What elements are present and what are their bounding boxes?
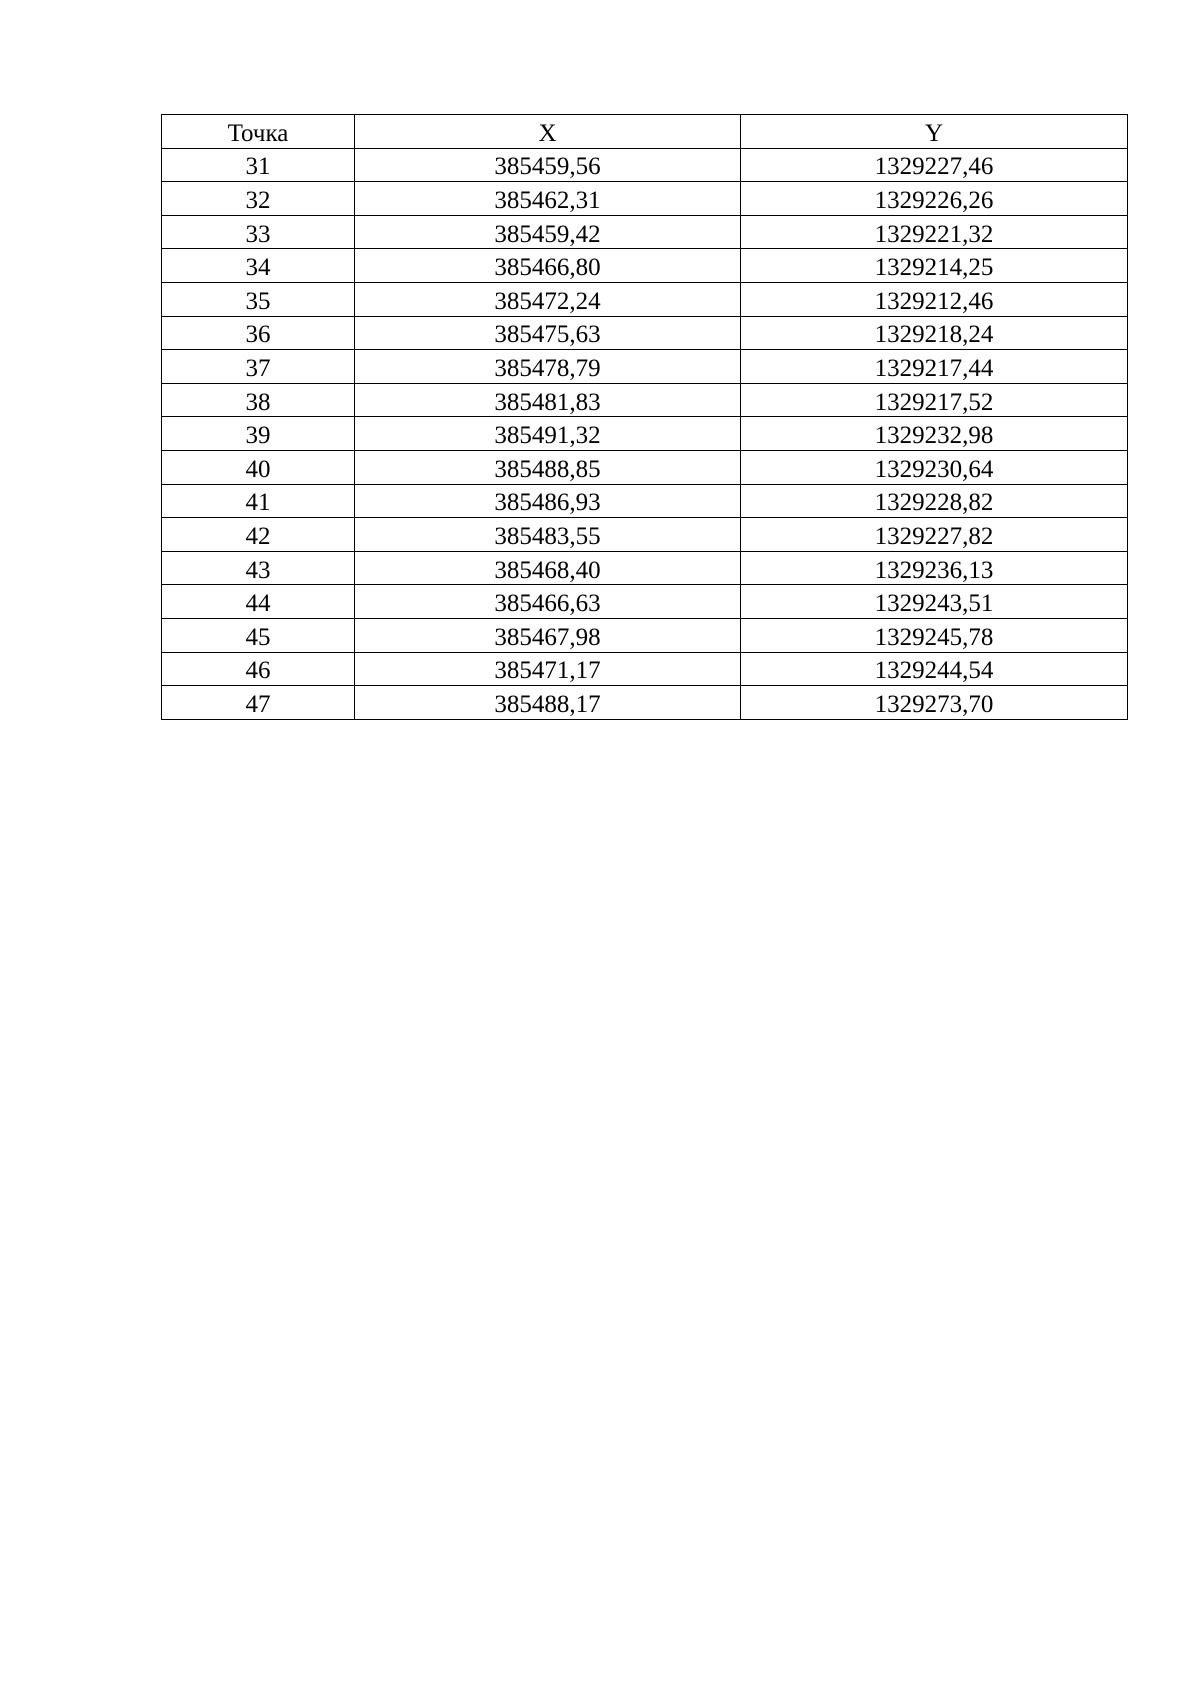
table-row <box>162 618 1128 652</box>
cell-y: 1329244,54 <box>741 652 1128 686</box>
cell-x: 385491,32 <box>355 417 741 451</box>
cell-x: 385466,63 <box>355 585 741 619</box>
table-row <box>162 686 1128 720</box>
cell-x: 385481,83 <box>355 383 741 417</box>
cell-point: 36 <box>162 316 355 350</box>
cell-point: 33 <box>162 215 355 249</box>
cell-point: 42 <box>162 518 355 552</box>
cell-point: 38 <box>162 383 355 417</box>
cell-point: 41 <box>162 484 355 518</box>
cell-y: 1329227,46 <box>741 148 1128 182</box>
cell-y: 1329232,98 <box>741 417 1128 451</box>
cell-y: 1329230,64 <box>741 450 1128 484</box>
table-row <box>162 484 1128 518</box>
table-row <box>162 148 1128 182</box>
cell-x: 385478,79 <box>355 350 741 384</box>
cell-point: 45 <box>162 618 355 652</box>
cell-point: 31 <box>162 148 355 182</box>
cell-y: 1329228,82 <box>741 484 1128 518</box>
table-row <box>162 316 1128 350</box>
cell-x: 385466,80 <box>355 249 741 283</box>
table-row <box>162 551 1128 585</box>
cell-point: 46 <box>162 652 355 686</box>
cell-y: 1329212,46 <box>741 282 1128 316</box>
table-row <box>162 585 1128 619</box>
table-row <box>162 215 1128 249</box>
table-body <box>162 148 1128 719</box>
cell-x: 385475,63 <box>355 316 741 350</box>
header-x: X <box>355 115 741 149</box>
cell-x: 385483,55 <box>355 518 741 552</box>
cell-x: 385467,98 <box>355 618 741 652</box>
table-header-row <box>162 115 1128 149</box>
cell-point: 40 <box>162 450 355 484</box>
cell-x: 385459,56 <box>355 148 741 182</box>
cell-x: 385472,24 <box>355 282 741 316</box>
cell-y: 1329243,51 <box>741 585 1128 619</box>
table-row <box>162 282 1128 316</box>
cell-x: 385471,17 <box>355 652 741 686</box>
cell-point: 47 <box>162 686 355 720</box>
cell-point: 35 <box>162 282 355 316</box>
cell-x: 385488,17 <box>355 686 741 720</box>
cell-x: 385462,31 <box>355 182 741 216</box>
cell-x: 385459,42 <box>355 215 741 249</box>
table-row <box>162 249 1128 283</box>
cell-y: 1329217,44 <box>741 350 1128 384</box>
cell-point: 43 <box>162 551 355 585</box>
table-row <box>162 450 1128 484</box>
cell-y: 1329245,78 <box>741 618 1128 652</box>
cell-y: 1329226,26 <box>741 182 1128 216</box>
cell-point: 37 <box>162 350 355 384</box>
cell-y: 1329218,24 <box>741 316 1128 350</box>
cell-x: 385488,85 <box>355 450 741 484</box>
cell-y: 1329221,32 <box>741 215 1128 249</box>
table-row <box>162 518 1128 552</box>
cell-y: 1329227,82 <box>741 518 1128 552</box>
cell-point: 32 <box>162 182 355 216</box>
table-row <box>162 350 1128 384</box>
header-point: Точка <box>162 115 355 149</box>
cell-x: 385468,40 <box>355 551 741 585</box>
table-row <box>162 383 1128 417</box>
cell-y: 1329214,25 <box>741 249 1128 283</box>
coordinates-table <box>161 114 1128 720</box>
table-row <box>162 417 1128 451</box>
table-row <box>162 652 1128 686</box>
cell-point: 34 <box>162 249 355 283</box>
cell-y: 1329236,13 <box>741 551 1128 585</box>
cell-y: 1329217,52 <box>741 383 1128 417</box>
cell-y: 1329273,70 <box>741 686 1128 720</box>
cell-point: 44 <box>162 585 355 619</box>
header-y: Y <box>741 115 1128 149</box>
cell-point: 39 <box>162 417 355 451</box>
cell-x: 385486,93 <box>355 484 741 518</box>
table-row <box>162 182 1128 216</box>
